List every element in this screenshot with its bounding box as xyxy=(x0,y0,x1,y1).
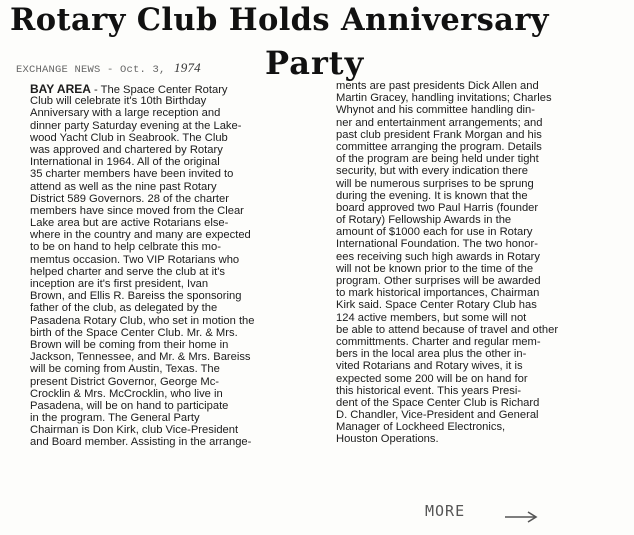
article-text-line: Kirk said. Space Center Rotary Club has xyxy=(336,299,537,312)
headline-continued: Party xyxy=(265,44,365,82)
article-text-line: will be coming from Austin, Texas. The xyxy=(30,363,220,376)
article-text-line: past club president Frank Morgan and his xyxy=(336,128,542,141)
source-name: EXCHANGE NEWS - Oct. 3, xyxy=(16,64,166,76)
article-text-line: inception are it's first president, Ivan xyxy=(30,278,209,290)
article-text-line: D. Chandler, Vice-President and General xyxy=(336,409,539,422)
article-text-line: board approved two Paul Harris (founder xyxy=(336,201,539,214)
article-text-line: helped charter and serve the club at it's xyxy=(30,265,225,278)
handwritten-more-note: MORE xyxy=(425,502,466,520)
article-text-line: father of the club, as delegated by the xyxy=(30,302,218,315)
article-text-line: District 589 Governors. 28 of the charter xyxy=(30,192,229,205)
article-text-line: attend as well as the nine past Rotary xyxy=(30,180,217,193)
article-text-line: present District Governor, George Mc- xyxy=(30,375,220,388)
article-text-line: Lake area but are active Rotarians else- xyxy=(30,217,229,230)
article-text: - The Space Center Rotary xyxy=(90,84,228,96)
article-text-line: dent of the Space Center Club is Richard xyxy=(336,396,540,409)
article-text-line: will be numerous surprises to be sprung xyxy=(336,177,534,190)
article-text-line: ees receiving such high awards in Rotary xyxy=(336,250,540,263)
article-text-line: of the program are being held under tight xyxy=(336,153,539,166)
article-text-line: ner and entertainment arrangements; and xyxy=(336,116,543,129)
article-text-line: amount of $1000 each for use in Rotary xyxy=(336,226,533,239)
article-text-line: to mark historical importances, Chairman xyxy=(336,287,540,300)
article-text-line: committments. Charter and regular mem- xyxy=(336,335,541,348)
article-text-line: Whynot and his committee handling din- xyxy=(336,104,535,117)
article-text-line: Brown will be coming from their home in xyxy=(30,338,229,351)
article-text-line: 35 charter members have been invited to xyxy=(30,168,234,181)
article-text-line: Houston Operations. xyxy=(336,433,439,446)
article-text-line: 124 active members, but some will not xyxy=(336,311,527,324)
article-text-line: dinner party Saturday evening at the Lake- xyxy=(30,119,242,132)
right-column xyxy=(336,80,628,446)
article-text-line: Chairman is Don Kirk, club Vice-President xyxy=(30,424,239,437)
article-text-line: birth of the Space Center Club. Mr. & Mrs. xyxy=(30,326,238,339)
article-text-line: wood Yacht Club in Seabrook. The Club xyxy=(30,131,228,144)
article-text-line: to be on hand to help celbrate this mo- xyxy=(30,241,221,254)
article-text-line: this historical event. This years Presi- xyxy=(336,384,522,397)
article-text-line: program. Other surprises will be awarded xyxy=(336,275,541,287)
article-text-line: was approved and chartered by Rotary xyxy=(30,143,223,156)
article-text-line: Manager of Lockheed Electronics, xyxy=(336,421,506,434)
article-text-line: in the program. The General Party xyxy=(30,412,200,425)
left-column xyxy=(30,83,330,449)
source-line xyxy=(16,60,201,76)
source-year: 1974 xyxy=(174,60,201,75)
article-text-line: International in 1964. All of the original xyxy=(30,156,220,169)
article-text-line: International Foundation. The two honor- xyxy=(336,238,538,251)
article-text-line: be able to attend because of travel and other xyxy=(336,323,559,336)
article-text-line: Crocklin & Mrs. McCrocklin, who live in xyxy=(30,387,223,400)
article-text-line: Club will celebrate it's 10th Birthday xyxy=(30,95,207,108)
article-text-line: Pasadena, will be on hand to participate xyxy=(30,399,229,412)
article-text-line: Anniversary with a large reception and xyxy=(30,107,221,120)
article-text-line: ments are past presidents Dick Allen and xyxy=(336,80,539,92)
article-text-line: will not be known prior to the time of the xyxy=(336,262,534,275)
article-text-line: security, but with every indication there xyxy=(336,165,528,178)
article-text-line: where in the country and many are expected xyxy=(30,229,251,242)
article-text-line: Brown, and Ellis R. Bareiss the sponsoring xyxy=(30,290,242,303)
article-text-line: committee arranging the program. Details xyxy=(336,140,542,153)
article-text-line: memtus occasion. Two VIP Rotarians who xyxy=(30,253,240,266)
dateline: BAY AREA xyxy=(30,82,91,96)
article-text-line xyxy=(30,83,330,95)
article-text-line: members have since moved from the Clear xyxy=(30,204,244,217)
arrow-right-icon xyxy=(503,510,539,524)
article-text-line: Martin Gracey, handling invitations; Charles xyxy=(336,92,552,105)
article-text-line: bers in the local area plus the other in- xyxy=(336,348,527,361)
article-text-line: vited Rotarians and Rotary wives, it is xyxy=(336,360,523,373)
article-text-line: and Board member. Assisting in the arrange- xyxy=(30,436,252,449)
article-text-line: Jackson, Tennessee, and Mr. & Mrs. Bareiss xyxy=(30,351,251,364)
article-text-line: during the evening. It is known that the xyxy=(336,189,528,202)
headline: Rotary Club Holds Anniversary xyxy=(10,2,549,38)
article-text-line: Pasadena Rotary Club, who set in motion the xyxy=(30,314,255,327)
article-text-line: expected some 200 will be on hand for xyxy=(336,372,528,385)
article-text-line: of Rotary) Fellowship Awards in the xyxy=(336,214,512,227)
